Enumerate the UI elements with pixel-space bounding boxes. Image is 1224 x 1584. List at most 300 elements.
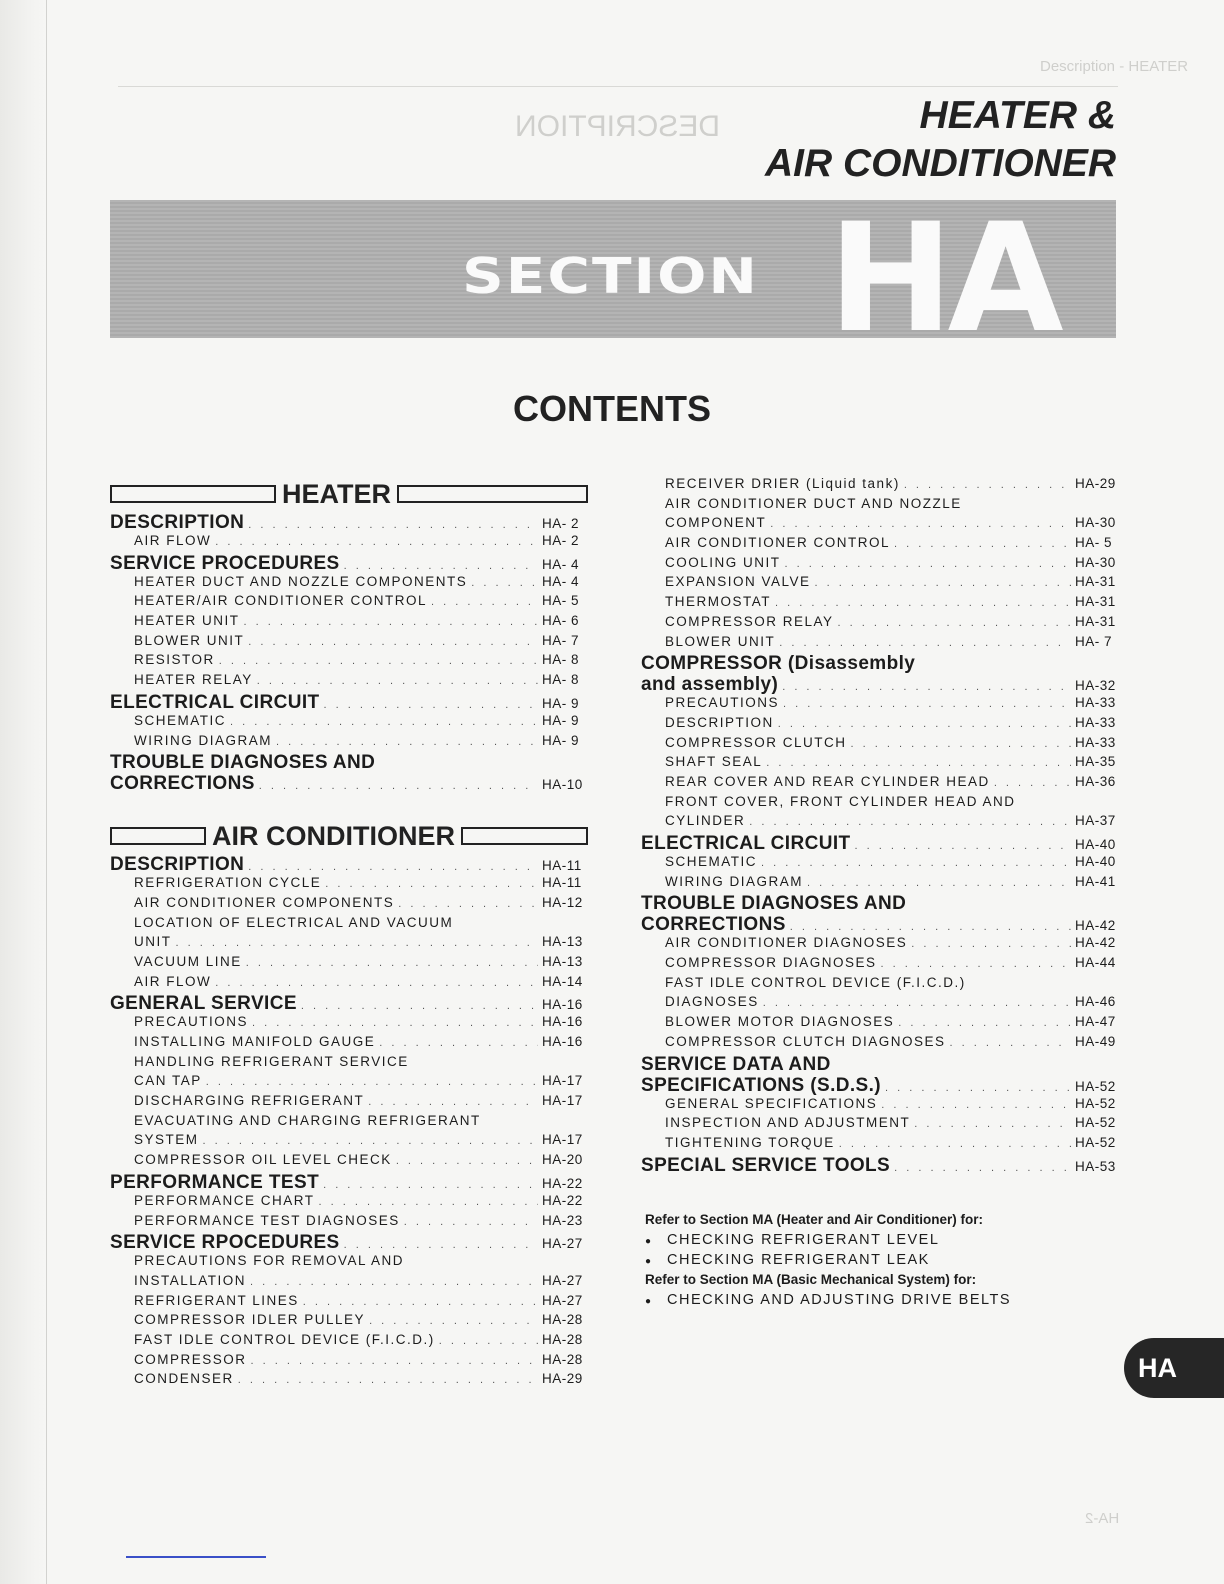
toc-entry-page: HA-29	[542, 1371, 583, 1387]
toc-leader-dots	[323, 1179, 538, 1191]
toc-entry-page: HA-52	[1075, 1134, 1116, 1150]
toc-leader-dots	[368, 1096, 538, 1108]
toc-leader-dots	[251, 1355, 538, 1367]
toc-entry-page: HA- 4	[542, 556, 580, 572]
toc-leader-dots	[763, 997, 1071, 1009]
toc-leader-dots	[761, 857, 1071, 869]
toc-entry-title: SPECIAL SERVICE TOOLS	[641, 1154, 891, 1176]
toc-entry-page: HA-31	[1075, 594, 1116, 610]
toc-entry-page: HA- 4	[542, 573, 580, 589]
toc-entry[interactable]	[110, 692, 588, 713]
toc-leader-dots	[790, 921, 1071, 933]
toc-entry-page: HA-28	[542, 1351, 583, 1367]
toc-entry[interactable]	[641, 1096, 1121, 1116]
section-banner	[110, 200, 1116, 338]
toc-entry[interactable]	[641, 1155, 1121, 1176]
toc-leader-dots	[206, 1076, 538, 1088]
toc-entry[interactable]	[641, 674, 1121, 695]
toc-leader-dots	[238, 1374, 538, 1386]
section-tab[interactable]: HA	[1124, 1338, 1224, 1398]
toc-entry-page: HA-12	[542, 894, 583, 910]
toc-leader-dots	[881, 1099, 1071, 1111]
toc-leader-dots	[230, 716, 538, 728]
toc-entry-page: HA-40	[1075, 854, 1116, 869]
bullet-icon: ●	[645, 1296, 653, 1307]
heater-heading-label: HEATER	[282, 478, 392, 509]
toc-entry-title: COMPRESSOR IDLER PULLEY	[134, 1312, 366, 1328]
toc-leader-dots	[785, 558, 1071, 570]
toc-entry[interactable]	[641, 555, 1121, 575]
toc-entry-title: BLOWER UNIT	[134, 632, 245, 648]
toc-entry-title: FAST IDLE CONTROL DEVICE (F.I.C.D.)	[665, 974, 966, 990]
binding-rule	[46, 0, 47, 1584]
toc-entry[interactable]	[110, 1054, 588, 1074]
toc-entry-title: COMPONENT	[665, 515, 767, 531]
toc-leader-dots	[898, 1017, 1071, 1029]
toc-entry-title: EXPANSION VALVE	[665, 574, 811, 590]
toc-entry-page: HA-42	[1075, 918, 1116, 934]
toc-entry-page: HA-40	[1075, 837, 1116, 852]
toc-leader-dots	[252, 1017, 538, 1029]
toc-entry[interactable]	[641, 975, 1121, 995]
toc-leader-dots	[379, 1037, 538, 1049]
toc-entry[interactable]	[110, 1312, 588, 1332]
toc-entry-title: AIR CONDITIONER COMPONENTS	[134, 894, 395, 910]
toc-entry-title: AIR FLOW	[134, 973, 212, 989]
toc-entry-page: HA-27	[542, 1292, 583, 1308]
toc-entry[interactable]	[110, 512, 588, 533]
toc-entry-page: HA-49	[1075, 1033, 1116, 1049]
toc-entry-page: HA-42	[1075, 935, 1116, 951]
toc-leader-dots	[894, 1162, 1071, 1174]
toc-entry[interactable]	[110, 993, 588, 1014]
toc-entry[interactable]	[110, 1193, 588, 1213]
toc-entry-page: HA-10	[542, 777, 583, 793]
toc-entry-page: HA-11	[542, 875, 582, 891]
toc-entry-page: HA-32	[1075, 678, 1116, 694]
toc-leader-dots	[215, 536, 538, 548]
toc-entry-page: HA-17	[542, 1132, 583, 1148]
toc-entry-title: ELECTRICAL CIRCUIT	[110, 691, 320, 713]
toc-entry-title: AIR CONDITIONER DIAGNOSES	[665, 935, 908, 951]
toc-entry-title: PERFORMANCE CHART	[134, 1192, 315, 1208]
toc-leader-dots	[344, 560, 538, 572]
header-rule	[118, 86, 1118, 87]
toc-entry-page: HA-47	[1075, 1014, 1116, 1030]
reference-notes	[645, 1210, 1115, 1310]
toc-leader-dots	[855, 840, 1071, 852]
toc-leader-dots	[215, 977, 538, 989]
toc-entry-title: GENERAL SPECIFICATIONS	[665, 1095, 878, 1111]
toc-entry[interactable]	[110, 1093, 588, 1113]
toc-entry[interactable]	[110, 553, 588, 574]
toc-entry-title: PRECAUTIONS	[134, 1014, 249, 1030]
toc-leader-dots	[246, 957, 538, 969]
toc-entry-title: SPECIFICATIONS (S.D.S.)	[641, 1074, 882, 1096]
toc-leader-dots	[303, 1296, 538, 1308]
toc-entry-page: HA-37	[1075, 813, 1116, 829]
toc-entry[interactable]	[641, 515, 1121, 535]
toc-entry-title: WIRING DIAGRAM	[134, 732, 272, 748]
toc-entry[interactable]	[110, 672, 588, 692]
toc-entry[interactable]	[110, 1132, 588, 1152]
toc-entry[interactable]	[110, 713, 588, 733]
toc-entry[interactable]	[641, 774, 1121, 794]
toc-entry[interactable]	[641, 994, 1121, 1014]
toc-entry[interactable]	[110, 613, 588, 633]
toc-entry-page: HA-52	[1075, 1095, 1116, 1111]
toc-leader-dots	[439, 1335, 538, 1347]
toc-leader-dots	[778, 718, 1071, 730]
toc-entry-page: HA-33	[1075, 695, 1116, 711]
toc-entry-page: HA-14	[542, 973, 583, 989]
toc-entry-page: HA- 8	[542, 672, 580, 688]
toc-leader-dots	[344, 1239, 538, 1251]
toc-entry[interactable]	[110, 1014, 588, 1034]
toc-entry[interactable]	[641, 935, 1121, 955]
toc-leader-dots	[259, 780, 538, 792]
toc-entry-title: FRONT COVER, FRONT CYLINDER HEAD AND	[665, 793, 1016, 809]
toc-entry-title: GENERAL SERVICE	[110, 993, 297, 1015]
toc-entry[interactable]	[110, 533, 588, 553]
toc-entry-title: COOLING UNIT	[665, 554, 781, 570]
toc-entry[interactable]	[641, 735, 1121, 755]
toc-entry-page: HA-52	[1075, 1115, 1116, 1131]
toc-entry[interactable]	[641, 594, 1121, 614]
toc-leader-dots	[815, 577, 1071, 589]
toc-entry-page: HA- 2	[542, 533, 580, 548]
toc-entry-title: CORRECTIONS	[110, 773, 255, 795]
toc-entry[interactable]	[641, 754, 1121, 774]
air-conditioner-heading	[110, 820, 588, 852]
toc-leader-dots	[301, 1000, 538, 1012]
toc-entry-title: REAR COVER AND REAR CYLINDER HEAD	[665, 773, 990, 789]
toc-entry-page: HA-23	[542, 1212, 583, 1228]
toc-entry[interactable]	[641, 715, 1121, 735]
toc-leader-dots	[219, 655, 538, 667]
reference-note-heading: Refer to Section MA (Heater and Air Conditioner) for:	[645, 1212, 984, 1227]
toc-entry-title: DESCRIPTION	[110, 854, 245, 876]
toc-entry-title: DESCRIPTION	[110, 512, 245, 533]
toc-entry-page: HA-22	[542, 1175, 583, 1191]
toc-entry[interactable]	[641, 535, 1121, 555]
toc-leader-dots	[471, 577, 538, 589]
toc-entry[interactable]	[110, 1073, 588, 1093]
toc-entry-title: SERVICE DATA AND	[641, 1053, 831, 1075]
toc-entry[interactable]	[641, 794, 1121, 814]
toc-leader-dots	[203, 1135, 538, 1147]
toc-leader-dots	[766, 757, 1071, 769]
toc-entry-title: DESCRIPTION	[665, 714, 774, 730]
toc-leader-dots	[807, 877, 1071, 889]
toc-entry-title: HEATER UNIT	[134, 613, 240, 629]
toc-leader-dots	[914, 1118, 1071, 1130]
toc-leader-dots	[396, 1155, 538, 1167]
toc-entry-title: SCHEMATIC	[665, 854, 758, 869]
page-binding-edge	[0, 0, 46, 1584]
toc-entry-title: SERVICE PROCEDURES	[110, 552, 340, 574]
toc-entry-title: REFRIGERATION CYCLE	[134, 875, 322, 891]
toc-entry[interactable]	[641, 1054, 1121, 1075]
toc-entry-title: SHAFT SEAL	[665, 754, 763, 770]
toc-entry-page: HA-27	[542, 1272, 583, 1288]
bleed-through-title: DESCRIPTION	[515, 110, 721, 143]
toc-entry[interactable]	[641, 1075, 1121, 1096]
toc-entry-page: HA-31	[1075, 613, 1116, 629]
toc-entry-title: SERVICE RPOCEDURES	[110, 1232, 340, 1254]
toc-entry-title: PRECAUTIONS	[665, 695, 780, 711]
toc-entry-page: HA-36	[1075, 773, 1116, 789]
toc-entry[interactable]	[641, 1014, 1121, 1034]
toc-entry[interactable]	[110, 1253, 588, 1273]
toc-entry-title: UNIT	[134, 934, 172, 950]
toc-entry[interactable]	[641, 813, 1121, 833]
toc-entry-page: HA- 9	[542, 695, 580, 711]
banner-section-word: SECTION	[462, 247, 759, 305]
toc-entry-page: HA-30	[1075, 515, 1116, 531]
toc-entry-title: COMPRESSOR RELAY	[665, 613, 834, 629]
toc-entry-title: DISCHARGING REFRIGERANT	[134, 1093, 365, 1109]
toc-entry-title: CONDENSER	[134, 1371, 234, 1387]
toc-entry[interactable]	[641, 476, 1121, 496]
toc-entry[interactable]	[110, 733, 588, 753]
toc-entry-page: HA- 5	[542, 593, 580, 609]
toc-leader-dots	[839, 1138, 1071, 1150]
heading-box-left	[110, 485, 276, 503]
toc-entry-title: INSPECTION AND ADJUSTMENT	[665, 1115, 911, 1131]
toc-entry-title: PERFORMANCE TEST DIAGNOSES	[134, 1212, 400, 1228]
toc-entry[interactable]	[641, 614, 1121, 634]
toc-entry[interactable]	[110, 1034, 588, 1054]
toc-entry-page: HA-11	[542, 858, 582, 874]
toc-entry-title: WIRING DIAGRAM	[665, 873, 803, 889]
toc-entry-title: COMPRESSOR DIAGNOSES	[665, 955, 877, 971]
toc-entry[interactable]	[641, 574, 1121, 594]
toc-entry-title: RESISTOR	[134, 652, 215, 668]
toc-entry-page: HA-28	[542, 1331, 583, 1347]
reference-note-text: CHECKING REFRIGERANT LEAK	[667, 1252, 930, 1268]
reference-note-text: CHECKING REFRIGERANT LEVEL	[667, 1232, 940, 1248]
toc-entry[interactable]	[641, 695, 1121, 715]
title-line-2: AIR CONDITIONER	[765, 142, 1116, 185]
toc-entry[interactable]	[110, 574, 588, 594]
heading-box-right	[461, 827, 588, 845]
toc-entry[interactable]	[110, 954, 588, 974]
toc-entry-page: HA-13	[542, 934, 583, 950]
heater-heading	[110, 478, 588, 510]
toc-leader-dots	[881, 958, 1071, 970]
toc-entry-title: CORRECTIONS	[641, 914, 786, 936]
toc-entry-title: COMPRESSOR CLUTCH DIAGNOSES	[665, 1033, 946, 1049]
toc-entry-page: HA-46	[1075, 994, 1116, 1010]
toc-leader-dots	[398, 898, 538, 910]
toc-leader-dots	[324, 699, 538, 711]
toc-entry-page: HA-33	[1075, 714, 1116, 730]
toc-entry-title: INSTALLING MANIFOLD GAUGE	[134, 1034, 376, 1049]
heading-box-left	[110, 827, 206, 845]
toc-entry-page: HA- 5	[1075, 535, 1113, 551]
toc-entry-title: EVACUATING AND CHARGING REFRIGERANT	[134, 1112, 481, 1128]
toc-entry[interactable]	[110, 1172, 588, 1193]
toc-leader-dots	[404, 1216, 538, 1228]
toc-entry[interactable]	[110, 1332, 588, 1352]
air-conditioner-toc-list-continued	[641, 476, 1121, 1176]
toc-entry-page: HA-16	[542, 997, 583, 1013]
toc-entry-title: BLOWER UNIT	[665, 633, 776, 649]
toc-entry[interactable]	[110, 1152, 588, 1172]
bullet-icon: ●	[645, 1256, 653, 1267]
toc-entry[interactable]	[641, 874, 1121, 894]
toc-entry[interactable]	[110, 1352, 588, 1372]
toc-entry[interactable]	[110, 633, 588, 653]
heading-box-right	[397, 485, 588, 503]
toc-leader-dots	[783, 698, 1071, 710]
toc-entry-title: LOCATION OF ELECTRICAL AND VACUUM	[134, 914, 454, 930]
banner-section-code: HA	[828, 200, 1058, 338]
toc-entry-page: HA- 2	[542, 516, 580, 531]
manual-title	[765, 92, 1116, 188]
toc-entry[interactable]	[110, 1232, 588, 1253]
toc-entry[interactable]	[110, 593, 588, 613]
toc-entry[interactable]	[641, 634, 1121, 654]
toc-entry[interactable]	[641, 955, 1121, 975]
toc-entry-page: HA- 7	[1075, 633, 1113, 649]
toc-entry-title: RECEIVER DRIER (Liquid tank)	[665, 476, 900, 491]
toc-entry[interactable]	[641, 854, 1121, 874]
toc-entry-page: HA- 6	[542, 613, 580, 629]
toc-entry[interactable]	[641, 1034, 1121, 1054]
toc-entry-title: HEATER/AIR CONDITIONER CONTROL	[134, 593, 428, 609]
toc-entry[interactable]	[110, 1213, 588, 1233]
toc-entry-title: AIR CONDITIONER CONTROL	[665, 535, 891, 551]
toc-entry-title: REFRIGERANT LINES	[134, 1292, 299, 1308]
toc-entry-title: THERMOSTAT	[665, 594, 771, 610]
toc-leader-dots	[950, 1037, 1071, 1049]
toc-leader-dots	[248, 636, 538, 648]
toc-entry-title: FAST IDLE CONTROL DEVICE (F.I.C.D.)	[134, 1331, 435, 1347]
toc-entry[interactable]	[110, 934, 588, 954]
toc-entry-page: HA-35	[1075, 754, 1116, 770]
toc-entry-title: COMPRESSOR (Disassembly	[641, 653, 916, 675]
toc-entry-page: HA-29	[1075, 476, 1116, 491]
toc-leader-dots	[775, 597, 1071, 609]
toc-entry[interactable]	[641, 1135, 1121, 1155]
reference-note-item	[645, 1290, 1115, 1310]
toc-entry[interactable]	[110, 752, 588, 773]
toc-entry-page: HA-41	[1075, 873, 1116, 889]
toc-entry[interactable]	[110, 1293, 588, 1313]
toc-entry-title: CAN TAP	[134, 1073, 202, 1089]
toc-entry-title: HEATER DUCT AND NOZZLE COMPONENTS	[134, 573, 468, 589]
toc-entry[interactable]	[641, 1115, 1121, 1135]
toc-entry[interactable]	[641, 833, 1121, 854]
toc-entry-title: HEATER RELAY	[134, 672, 253, 688]
toc-entry-page: HA-31	[1075, 574, 1116, 590]
toc-entry-page: HA- 7	[542, 632, 580, 648]
toc-entry[interactable]	[110, 652, 588, 672]
toc-leader-dots	[250, 1276, 538, 1288]
toc-entry[interactable]	[641, 653, 1121, 674]
air-conditioner-toc-list	[110, 854, 588, 1391]
toc-entry-title: ELECTRICAL CIRCUIT	[641, 833, 851, 854]
toc-leader-dots	[904, 479, 1071, 491]
toc-entry-title: PRECAUTIONS FOR REMOVAL AND	[134, 1253, 405, 1269]
toc-entry-page: HA-44	[1075, 955, 1116, 971]
toc-leader-dots	[851, 738, 1071, 750]
toc-leader-dots	[782, 681, 1071, 693]
reference-note-item	[645, 1250, 1115, 1270]
toc-entry-title: TROUBLE DIAGNOSES AND	[641, 893, 907, 915]
toc-entry-page: HA-22	[542, 1192, 583, 1208]
toc-entry[interactable]	[110, 974, 588, 994]
toc-entry-title: SYSTEM	[134, 1132, 199, 1148]
toc-leader-dots	[176, 937, 539, 949]
toc-entry[interactable]	[110, 1113, 588, 1133]
toc-entry-page: HA-27	[542, 1236, 583, 1252]
toc-entry[interactable]	[641, 893, 1121, 914]
toc-entry-title: VACUUM LINE	[134, 953, 242, 969]
toc-entry-title: TIGHTENING TORQUE	[665, 1134, 835, 1150]
toc-entry-page: HA- 9	[542, 712, 580, 728]
toc-entry-title: TROUBLE DIAGNOSES AND	[110, 752, 376, 774]
contents-left-column	[110, 478, 588, 1391]
footer-link-underline	[126, 1556, 266, 1558]
toc-leader-dots	[838, 617, 1071, 629]
toc-leader-dots	[325, 878, 538, 890]
toc-entry-page: HA-20	[542, 1152, 583, 1168]
toc-entry-title: COMPRESSOR	[134, 1351, 247, 1367]
toc-leader-dots	[779, 637, 1071, 649]
toc-leader-dots	[911, 938, 1071, 950]
toc-entry-page: HA-17	[542, 1073, 583, 1089]
toc-entry[interactable]	[110, 1371, 588, 1391]
toc-entry[interactable]	[641, 496, 1121, 516]
toc-leader-dots	[431, 596, 538, 608]
toc-entry[interactable]	[110, 854, 588, 875]
toc-entry[interactable]	[641, 914, 1121, 935]
toc-entry[interactable]	[110, 773, 588, 794]
toc-entry[interactable]	[110, 1273, 588, 1293]
toc-leader-dots	[749, 816, 1071, 828]
toc-entry-page: HA- 9	[542, 732, 580, 748]
toc-leader-dots	[276, 736, 538, 748]
toc-entry-page: HA-28	[542, 1312, 583, 1328]
toc-entry-title: COMPRESSOR CLUTCH	[665, 734, 847, 750]
toc-leader-dots	[319, 1196, 538, 1208]
toc-entry-title: AIR CONDITIONER DUCT AND NOZZLE	[665, 495, 962, 511]
toc-entry-title: and assembly)	[641, 674, 779, 696]
toc-entry-title: AIR FLOW	[134, 533, 212, 548]
toc-leader-dots	[994, 777, 1071, 789]
toc-entry[interactable]	[110, 875, 588, 895]
reference-note-heading: Refer to Section MA (Basic Mechanical System) for:	[645, 1272, 977, 1287]
toc-leader-dots	[244, 616, 538, 628]
bleed-through-header: Description - HEATER	[1040, 58, 1189, 75]
bleed-through-page-number: HA-2	[1085, 1510, 1120, 1527]
toc-entry-page: HA-30	[1075, 554, 1116, 570]
toc-entry-title: BLOWER MOTOR DIAGNOSES	[665, 1014, 895, 1030]
toc-leader-dots	[248, 861, 538, 873]
toc-entry-page: HA-16	[542, 1014, 583, 1030]
toc-entry[interactable]	[110, 915, 588, 935]
toc-entry-title: COMPRESSOR OIL LEVEL CHECK	[134, 1152, 392, 1168]
toc-leader-dots	[248, 519, 538, 531]
toc-entry-page: HA-17	[542, 1093, 583, 1109]
toc-entry-title: INSTALLATION	[134, 1272, 247, 1288]
toc-entry[interactable]	[110, 895, 588, 915]
title-line-1: HEATER &	[919, 94, 1116, 137]
toc-entry-page: HA- 8	[542, 652, 580, 668]
